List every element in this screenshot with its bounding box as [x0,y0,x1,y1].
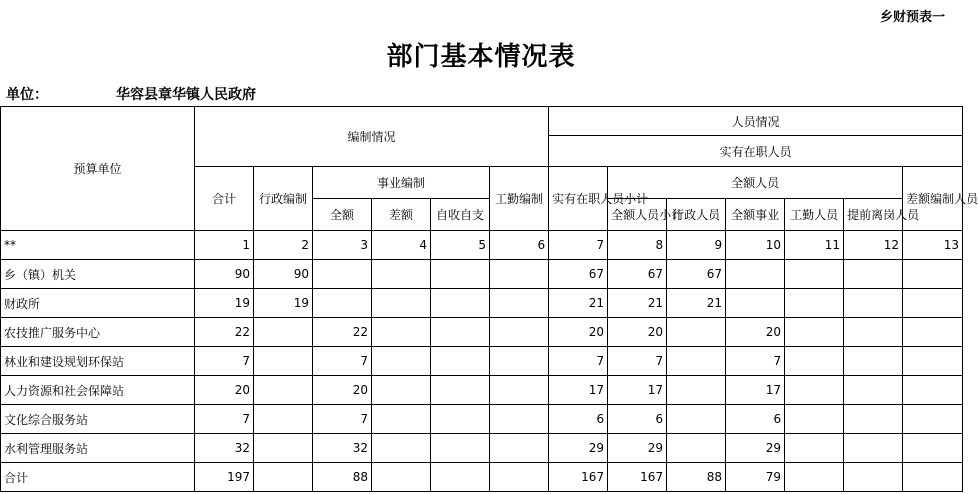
table-body [1,231,963,492]
table-cell: 10 [726,231,785,260]
budget-table [0,106,978,492]
header-staffing: 编制情况 [195,107,549,167]
table-row [1,434,963,463]
row-label: ** [1,231,195,260]
table-cell: 1 [195,231,254,260]
table-cell [490,347,549,376]
table-cell [785,260,844,289]
table-cell: 6 [726,405,785,434]
table-cell: 6 [608,405,667,434]
header-actual-subtotal: 实有在职人员小计 [549,167,608,231]
table-cell [785,347,844,376]
header-early-retired: 提前离岗人员 [844,199,903,231]
header-budget-unit: 预算单位 [1,107,195,231]
table-cell: 7 [549,347,608,376]
table-cell: 21 [608,289,667,318]
table-cell: 3 [313,231,372,260]
table-cell [372,405,431,434]
table-cell [372,463,431,492]
table-cell [667,434,726,463]
header-full-personnel: 全额人员 [608,167,903,199]
table-cell [844,376,903,405]
row-label: 财政所 [1,289,195,318]
table-cell: 17 [608,376,667,405]
table-cell: 90 [254,260,313,289]
table-cell [372,376,431,405]
table-cell: 4 [372,231,431,260]
table-cell [254,463,313,492]
header-full-subtotal: 全额人员小计 [608,199,667,231]
header-diff-amount: 差额 [372,199,431,231]
table-cell: 167 [608,463,667,492]
table-cell: 79 [726,463,785,492]
row-label: 农技推广服务中心 [1,318,195,347]
table-cell: 88 [313,463,372,492]
table-row [1,260,963,289]
table-cell [667,318,726,347]
table-row [1,231,963,260]
table-cell: 8 [608,231,667,260]
table-cell: 13 [903,231,963,260]
table-cell [785,463,844,492]
table-cell [844,260,903,289]
table-cell [372,289,431,318]
table-cell [844,318,903,347]
table-cell [903,376,963,405]
table-cell: 7 [313,405,372,434]
table-cell [490,405,549,434]
table-cell: 7 [608,347,667,376]
table-cell: 29 [608,434,667,463]
table-cell: 197 [195,463,254,492]
header-full-public: 全额事业 [726,199,785,231]
row-label: 林业和建设规划环保站 [1,347,195,376]
table-cell [726,289,785,318]
table-cell [490,289,549,318]
table-cell: 32 [195,434,254,463]
table-cell: 9 [667,231,726,260]
table-cell [490,376,549,405]
table-cell [903,434,963,463]
table-cell [254,347,313,376]
table-cell [372,434,431,463]
table-cell [372,347,431,376]
table-cell [667,376,726,405]
table-cell [431,463,490,492]
table-row [1,376,963,405]
table-cell: 20 [313,376,372,405]
table-row [1,318,963,347]
table-cell [785,289,844,318]
row-label: 人力资源和社会保障站 [1,376,195,405]
table-cell: 7 [549,231,608,260]
table-cell: 19 [195,289,254,318]
form-code: 乡财预表一 [880,10,946,25]
table-cell: 19 [254,289,313,318]
table-cell: 6 [549,405,608,434]
table-cell: 20 [195,376,254,405]
table-cell: 12 [844,231,903,260]
table-cell [785,434,844,463]
table-cell [903,318,963,347]
table-cell [490,318,549,347]
table-cell: 7 [195,347,254,376]
header-personnel: 人员情况 [549,107,963,136]
table-cell [372,260,431,289]
table-cell: 88 [667,463,726,492]
table-cell [431,260,490,289]
table-cell: 22 [313,318,372,347]
table-cell [844,405,903,434]
table-cell [254,376,313,405]
table-cell: 90 [195,260,254,289]
table-cell: 167 [549,463,608,492]
table-cell: 29 [726,434,785,463]
table-cell [903,405,963,434]
unit-label: 单位： [6,87,48,103]
table-row [1,347,963,376]
table-cell: 21 [549,289,608,318]
table-cell [844,463,903,492]
table-cell: 5 [431,231,490,260]
table-cell [431,289,490,318]
header-public-staffing: 事业编制 [313,167,490,199]
table-cell [844,347,903,376]
table-cell [903,347,963,376]
table-cell [785,318,844,347]
table-cell [490,260,549,289]
table-cell [903,463,963,492]
table-cell [254,318,313,347]
table-cell: 67 [608,260,667,289]
table-cell [254,434,313,463]
table-cell [431,318,490,347]
table-cell: 2 [254,231,313,260]
row-label: 合计 [1,463,195,492]
table-cell [313,260,372,289]
table-cell [903,289,963,318]
table-row [1,405,963,434]
table-cell: 21 [667,289,726,318]
table-cell [726,260,785,289]
table-cell [844,434,903,463]
table-cell: 7 [726,347,785,376]
table-cell [667,405,726,434]
table-cell [785,405,844,434]
table-cell: 32 [313,434,372,463]
header-self-funded: 自收自支 [431,199,490,231]
table-cell: 22 [195,318,254,347]
table-cell [372,318,431,347]
table-cell [844,289,903,318]
header-worker-staffing: 工勤编制 [490,167,549,231]
table-cell: 20 [726,318,785,347]
header-actual-staff: 实有在职人员 [549,136,963,167]
table-cell: 17 [549,376,608,405]
page-title: 部门基本情况表 [386,42,576,72]
table-cell [667,347,726,376]
table-cell: 67 [549,260,608,289]
header-admin-staffing: 行政编制 [254,167,313,231]
table-cell [431,376,490,405]
header-full-amount: 全额 [313,199,372,231]
table-cell: 20 [549,318,608,347]
header-worker-personnel: 工勤人员 [785,199,844,231]
table-row [1,463,963,492]
table-cell [431,347,490,376]
table-cell: 17 [726,376,785,405]
row-label: 文化综合服务站 [1,405,195,434]
table-cell: 20 [608,318,667,347]
table-cell: 11 [785,231,844,260]
row-label: 乡（镇）机关 [1,260,195,289]
table-cell: 7 [195,405,254,434]
table-cell [431,405,490,434]
table-cell [431,434,490,463]
table-row [1,289,963,318]
header-total: 合计 [195,167,254,231]
header-diff-staffing-personnel: 差额编制人员 [903,167,963,231]
table-cell: 7 [313,347,372,376]
table-cell [785,376,844,405]
unit-value: 华容县章华镇人民政府 [116,87,256,103]
table-cell: 29 [549,434,608,463]
table-cell [490,463,549,492]
row-label: 水利管理服务站 [1,434,195,463]
header-admin-personnel: 行政人员 [667,199,726,231]
table-cell: 6 [490,231,549,260]
table-cell [313,289,372,318]
table-cell [490,434,549,463]
table-cell: 67 [667,260,726,289]
table-cell [254,405,313,434]
table-cell [903,260,963,289]
